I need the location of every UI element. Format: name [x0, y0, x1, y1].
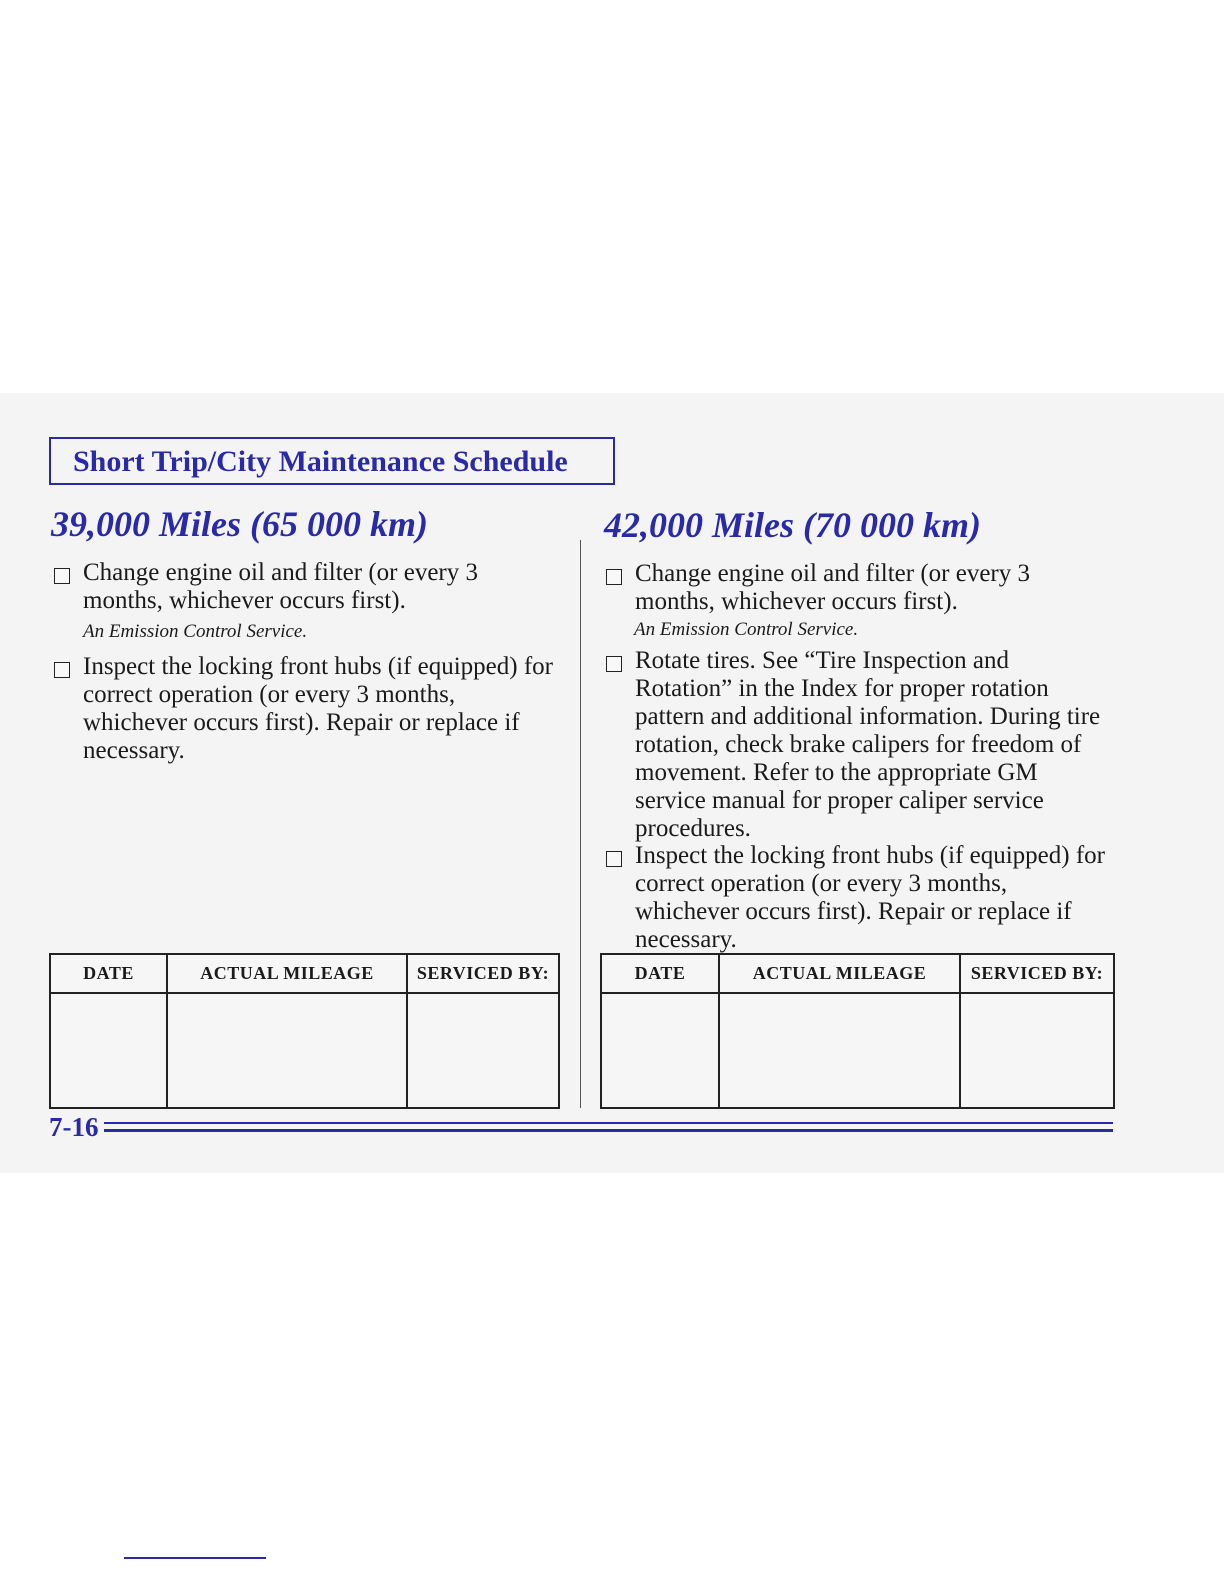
section-title-box: [49, 437, 615, 485]
mileage-column-header: ACTUAL MILEAGE: [719, 954, 960, 993]
date-column-header: DATE: [601, 954, 719, 993]
date-column-header: DATE: [50, 954, 167, 993]
left-item-change-oil: [54, 559, 534, 615]
mileage-column-header: ACTUAL MILEAGE: [167, 954, 407, 993]
footer-rule-thick: [104, 1129, 1113, 1132]
section-title: Short Trip/City Maintenance Schedule: [73, 445, 568, 478]
serviced-by-column-header: SERVICED BY:: [960, 954, 1114, 993]
table-row: [601, 993, 1114, 1108]
checkbox-icon[interactable]: [54, 568, 70, 584]
checkbox-icon[interactable]: [606, 569, 622, 585]
column-divider: [580, 540, 581, 1108]
date-cell[interactable]: [601, 993, 719, 1108]
footer-rule: [104, 1122, 1113, 1124]
mileage-cell[interactable]: [719, 993, 960, 1108]
item-text: Inspect the locking front hubs (if equipped) for correct operation (or every 3 months, whichever occurs first). Repair or replace if necessary.: [635, 842, 1106, 953]
serviced-by-cell[interactable]: [407, 993, 559, 1108]
bottom-accent-line: [124, 1557, 266, 1559]
right-column-heading: 42,000 Miles (70 000 km): [604, 505, 981, 545]
right-service-record-table: [600, 953, 1115, 1109]
serviced-by-cell[interactable]: [960, 993, 1114, 1108]
mileage-cell[interactable]: [167, 993, 407, 1108]
serviced-by-column-header: SERVICED BY:: [407, 954, 559, 993]
emission-note: An Emission Control Service.: [83, 621, 308, 642]
emission-note: An Emission Control Service.: [634, 619, 859, 640]
checkbox-icon[interactable]: [606, 851, 622, 867]
left-column-heading: 39,000 Miles (65 000 km): [51, 504, 428, 544]
right-item-change-oil: [606, 560, 1086, 616]
right-item-inspect-hubs: [606, 842, 1114, 954]
date-cell[interactable]: [50, 993, 167, 1108]
left-item-inspect-hubs: [54, 653, 564, 765]
checkbox-icon[interactable]: [54, 662, 70, 678]
left-service-record-table: [49, 953, 560, 1109]
table-row: [50, 993, 559, 1108]
checkbox-icon[interactable]: [606, 656, 622, 672]
page-number: 7-16: [49, 1112, 99, 1142]
item-text: Rotate tires. See “Tire Inspection and Rotation” in the Index for proper rotation pattern and additional information. During tire rotation, check brake calipers for freedom of movement. Refer to the appropriate GM service manual for proper caliper service procedures.: [635, 647, 1101, 842]
right-item-rotate-tires: [606, 647, 1106, 843]
item-text: Change engine oil and filter (or every 3 months, whichever occurs first).: [635, 560, 1030, 615]
item-text: Inspect the locking front hubs (if equipped) for correct operation (or every 3 months, whichever occurs first). Repair or replace if necessary.: [83, 653, 554, 764]
item-text: Change engine oil and filter (or every 3 months, whichever occurs first).: [83, 559, 478, 614]
